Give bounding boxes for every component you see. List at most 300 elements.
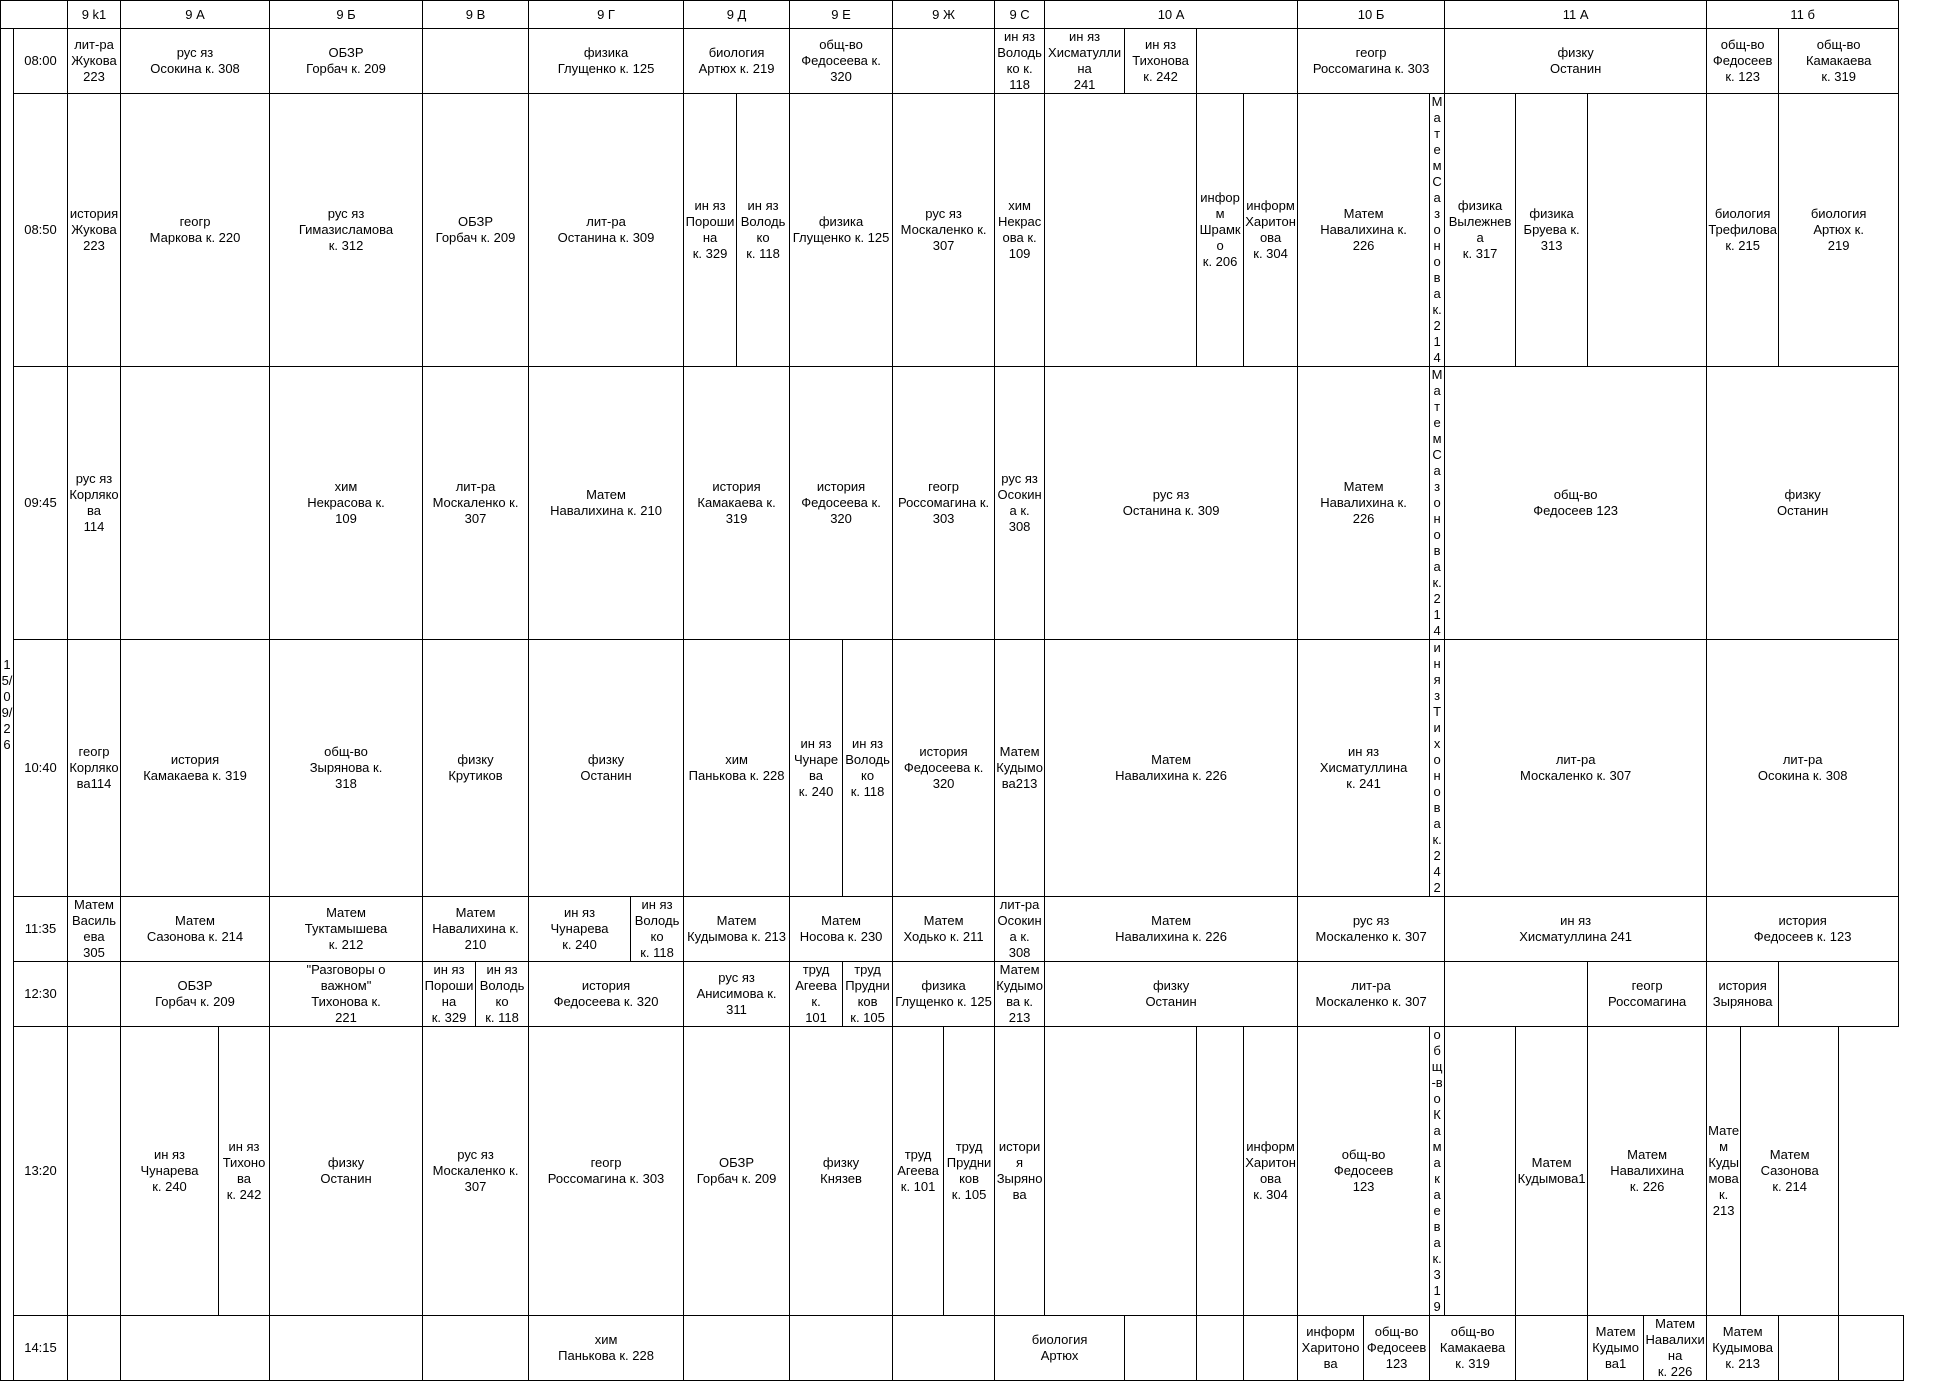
- lesson-cell: [1779, 1316, 1839, 1381]
- lesson-line: к. 105: [951, 1187, 987, 1202]
- lesson-cell: [1707, 897, 1899, 962]
- lesson-line: важном": [320, 978, 372, 993]
- lesson-line: Навалихина к. 226: [1115, 929, 1227, 944]
- lesson-line: ин яз: [852, 736, 884, 751]
- lesson-line: рус яз: [457, 1147, 494, 1162]
- lesson-line: биология: [708, 45, 765, 60]
- lesson-line: к. 123: [1725, 69, 1760, 84]
- lesson-line: Володько: [740, 214, 786, 245]
- lesson-line: Федосеева к. 320: [903, 760, 984, 791]
- lesson-cell: [1707, 29, 1779, 94]
- lesson-cell: [68, 367, 121, 640]
- lesson-line: к. 319: [1432, 1251, 1442, 1314]
- time-row: [1, 94, 1957, 367]
- lesson-line: Васильева: [71, 913, 117, 944]
- lesson-line: Панькова к. 228: [558, 1348, 654, 1363]
- time-cell: 12:30: [14, 962, 68, 1027]
- lesson-line: Порошина: [685, 214, 735, 245]
- class-header: 9 Б: [270, 1, 423, 29]
- lesson-cell: [529, 94, 684, 367]
- lesson-cell: [121, 367, 270, 640]
- lesson-cell: [1045, 29, 1125, 94]
- lesson-line: Панькова к. 228: [688, 768, 785, 783]
- lesson-line: ин яз: [747, 198, 779, 213]
- lesson-cell: [68, 897, 121, 962]
- time-cell: 11:35: [14, 897, 68, 962]
- lesson-line: ин яз: [1069, 29, 1101, 44]
- lesson-cell: [1445, 640, 1707, 897]
- lesson-line: Тихонова к.: [311, 994, 381, 1009]
- lesson-line: физку: [327, 1155, 365, 1170]
- lesson-line: 313: [1540, 238, 1563, 253]
- lesson-line: к. 241: [1346, 776, 1381, 791]
- lesson-line: Останин: [1549, 61, 1602, 76]
- time-cell: 09:45: [14, 367, 68, 640]
- lesson-line: геогр: [179, 214, 211, 229]
- time-row: [1, 29, 1957, 94]
- lesson-line: физку: [1784, 487, 1821, 502]
- lesson-line: Жукова 223: [71, 222, 117, 253]
- lesson-line: физку: [587, 752, 625, 767]
- lesson-line: Некрасова к.: [307, 495, 385, 510]
- lesson-cell: [1588, 962, 1707, 1027]
- lesson-line: Навалихина к. 210: [550, 503, 662, 518]
- lesson-line: рус яз: [176, 45, 214, 60]
- lesson-line: ин яз: [694, 198, 726, 213]
- lesson-cell: [684, 640, 790, 897]
- lesson-cell: [1298, 367, 1430, 640]
- lesson-line: труд: [802, 962, 830, 977]
- lesson-line: к. 226: [1629, 1179, 1665, 1194]
- lesson-cell: [1839, 1316, 1904, 1381]
- lesson-line: к. 101: [900, 1179, 936, 1194]
- lesson-line: Останин: [1145, 994, 1197, 1009]
- lesson-line: Глущенко к. 125: [792, 230, 890, 245]
- lesson-line: Федосеев: [1333, 1163, 1394, 1178]
- lesson-cell: [1445, 29, 1707, 94]
- lesson-line: история: [919, 744, 968, 759]
- lesson-line: история: [69, 206, 119, 221]
- lesson-cell: [684, 1027, 790, 1316]
- lesson-line: к. 304: [1253, 1187, 1288, 1202]
- lesson-cell: [1588, 94, 1707, 367]
- lesson-cell: [843, 640, 893, 897]
- lesson-line: ин яз: [153, 1147, 186, 1162]
- lesson-cell: [893, 367, 995, 640]
- lesson-cell: [995, 640, 1045, 897]
- lesson-line: Горбач к. 209: [696, 1171, 777, 1186]
- lesson-cell: [270, 94, 423, 367]
- lesson-line: информ: [1246, 1139, 1295, 1154]
- lesson-cell: [1430, 367, 1445, 640]
- lesson-cell: [1707, 1027, 1741, 1316]
- lesson-line: 308: [1008, 519, 1031, 534]
- lesson-line: рус яз: [925, 206, 962, 221]
- lesson-line: Вылежнева: [1448, 214, 1512, 245]
- lesson-cell: [1045, 962, 1298, 1027]
- lesson-cell: [270, 640, 423, 897]
- lesson-line: к. 214: [1432, 575, 1442, 638]
- lesson-line: физика: [818, 214, 864, 229]
- lesson-line: Володько к.: [997, 45, 1042, 76]
- lesson-line: геогр: [78, 744, 110, 759]
- lesson-line: Москаленко к. 307: [1315, 994, 1427, 1009]
- lesson-line: информ: [1306, 1324, 1355, 1339]
- lesson-cell: [1644, 1316, 1707, 1381]
- lesson-line: хим: [725, 752, 748, 767]
- lesson-line: Матем: [999, 744, 1040, 759]
- lesson-line: Матем: [1431, 367, 1443, 446]
- lesson-line: к. 329: [431, 1010, 467, 1025]
- lesson-line: Тихонова: [1132, 53, 1189, 68]
- lesson-line: Крутиков: [448, 768, 503, 783]
- time-row: [1, 962, 1957, 1027]
- lesson-line: 307: [932, 238, 955, 253]
- lesson-line: физика: [921, 978, 966, 993]
- lesson-cell: [1430, 640, 1445, 897]
- lesson-line: Гимазисламова: [298, 222, 394, 237]
- lesson-line: Матем: [1708, 1123, 1740, 1154]
- lesson-line: физика: [1529, 206, 1574, 221]
- lesson-cell: [121, 1316, 270, 1381]
- lesson-line: ОБЗР: [458, 214, 494, 229]
- lesson-line: к. 206: [1202, 254, 1238, 269]
- lesson-line: к. 213: [1712, 1187, 1735, 1218]
- lesson-line: Тихонова: [222, 1155, 266, 1186]
- lesson-line: ин яз: [800, 736, 832, 751]
- lesson-line: ОБЗР: [177, 978, 213, 993]
- time-cell: 13:20: [14, 1027, 68, 1316]
- lesson-cell: [995, 94, 1045, 367]
- lesson-line: Матем: [1151, 913, 1192, 928]
- lesson-cell: [1707, 1316, 1779, 1381]
- lesson-cell: [995, 29, 1045, 94]
- lesson-line: Матем: [1343, 206, 1384, 221]
- lesson-cell: [1197, 1316, 1244, 1381]
- lesson-cell: [121, 29, 270, 94]
- class-header: 9 Ж: [893, 1, 995, 29]
- lesson-cell: [529, 367, 684, 640]
- lesson-cell: [1445, 962, 1588, 1027]
- lesson-line: Матем: [1595, 1324, 1636, 1339]
- lesson-line: 219: [1827, 238, 1850, 253]
- lesson-line: рус яз: [327, 206, 365, 221]
- lesson-cell: [684, 29, 790, 94]
- lesson-cell: [790, 29, 893, 94]
- lesson-cell: [893, 640, 995, 897]
- lesson-cell: [790, 640, 843, 897]
- lesson-line: Володько: [845, 752, 890, 783]
- lesson-line: 241: [1073, 77, 1096, 92]
- lesson-line: Сазонова: [1760, 1163, 1819, 1178]
- lesson-cell: [423, 962, 476, 1027]
- lesson-cell: [1298, 962, 1445, 1027]
- lesson-line: ин яз: [1004, 29, 1036, 44]
- lesson-line: Осокина к. 308: [150, 61, 240, 76]
- lesson-line: 213: [1008, 1010, 1031, 1025]
- lesson-line: Останин: [320, 1171, 372, 1186]
- lesson-line: к. 212: [328, 937, 364, 952]
- lesson-cell: [944, 1027, 995, 1316]
- lesson-cell: [1125, 29, 1197, 94]
- lesson-cell: [121, 94, 270, 367]
- class-header: 9 Г: [529, 1, 684, 29]
- time-row: [1, 897, 1957, 962]
- lesson-line: Князев: [820, 1171, 862, 1186]
- lesson-line: ОБЗР: [328, 45, 364, 60]
- lesson-line: Глущенко к. 125: [557, 61, 655, 76]
- lesson-cell: [1298, 29, 1445, 94]
- lesson-cell: [1298, 640, 1430, 897]
- lesson-line: Носова к. 230: [799, 929, 883, 944]
- lesson-line: Некрасова к.: [997, 214, 1042, 245]
- class-header: 10 А: [1045, 1, 1298, 29]
- lesson-line: Сазонова: [1432, 447, 1442, 574]
- lesson-cell: [529, 1316, 684, 1381]
- lesson-line: Хисматуллина 241: [1519, 929, 1633, 944]
- lesson-line: Горбач к. 209: [306, 61, 386, 76]
- lesson-line: к. 213: [1725, 1356, 1760, 1371]
- lesson-line: хим: [1008, 198, 1031, 213]
- lesson-line: ин яз: [1348, 744, 1380, 759]
- lesson-cell: [631, 897, 684, 962]
- lesson-line: лит-ра: [586, 214, 626, 229]
- lesson-line: общ-во: [1374, 1324, 1419, 1339]
- lesson-line: общ-во: [1431, 1027, 1443, 1106]
- lesson-cell: [121, 1027, 219, 1316]
- lesson-line: Москаленко к. 307: [432, 495, 519, 526]
- lesson-line: Матем: [455, 905, 496, 920]
- lesson-line: Федосеев к. 123: [1753, 929, 1852, 944]
- lesson-line: история: [1718, 978, 1767, 993]
- lesson-line: Матем: [999, 962, 1040, 977]
- lesson-cell: [423, 367, 529, 640]
- lesson-line: труд: [904, 1147, 932, 1162]
- lesson-line: Осокина к.: [997, 487, 1042, 518]
- lesson-line: Бруева к.: [1523, 222, 1580, 237]
- lesson-line: Прудников: [946, 1155, 992, 1186]
- lesson-line: к. 105: [850, 1010, 885, 1025]
- lesson-line: Володько: [479, 978, 525, 1009]
- lesson-line: Камакаева: [1439, 1340, 1506, 1355]
- lesson-cell: [1445, 367, 1707, 640]
- class-header: 10 Б: [1298, 1, 1445, 29]
- lesson-cell: [1707, 962, 1779, 1027]
- lesson-line: Маркова к. 220: [149, 230, 241, 245]
- lesson-cell: [843, 962, 893, 1027]
- lesson-line: Матем: [821, 913, 861, 928]
- lesson-line: 109: [335, 511, 357, 526]
- lesson-line: общ-во: [1450, 1324, 1495, 1339]
- lesson-line: биология: [1031, 1332, 1088, 1347]
- lesson-cell: [995, 1316, 1125, 1381]
- lesson-line: Федосеев: [1712, 53, 1773, 68]
- lesson-line: Федосеева к. 320: [801, 495, 881, 526]
- class-header: 9 С: [995, 1, 1045, 29]
- time-row: [1, 1027, 1957, 1316]
- lesson-cell: [270, 1027, 423, 1316]
- lesson-line: Жукова 223: [71, 53, 117, 84]
- time-row: [1, 640, 1957, 897]
- lesson-line: к. 214: [1772, 1179, 1807, 1194]
- lesson-line: к. 118: [746, 246, 780, 261]
- lesson-cell: [995, 962, 1045, 1027]
- lesson-line: Останин: [580, 768, 632, 783]
- lesson-line: Останина к. 309: [557, 230, 655, 245]
- class-header: 11 А: [1445, 1, 1707, 29]
- lesson-cell: [1045, 640, 1298, 897]
- lesson-line: ин яз: [1560, 913, 1592, 928]
- lesson-line: к. 242: [1432, 832, 1442, 895]
- lesson-line: Матем: [716, 913, 757, 928]
- lesson-line: 318: [335, 776, 357, 791]
- lesson-line: Матем: [1627, 1147, 1668, 1162]
- lesson-line: Матем: [1343, 479, 1384, 494]
- lesson-cell: [684, 962, 790, 1027]
- lesson-line: Навалихина к. 226: [1115, 768, 1227, 783]
- lesson-cell: [270, 1316, 423, 1381]
- lesson-line: к. 240: [152, 1179, 187, 1194]
- lesson-line: лит-ра: [1782, 752, 1823, 767]
- lesson-line: 303: [932, 511, 955, 526]
- lesson-line: Навалихина к.: [1320, 495, 1407, 510]
- lesson-line: Артюх: [1040, 1348, 1079, 1363]
- lesson-cell: [893, 962, 995, 1027]
- lesson-line: Прудников: [845, 978, 890, 1009]
- lesson-cell: [1244, 94, 1298, 367]
- lesson-line: 123: [1352, 1179, 1375, 1194]
- lesson-line: ОБЗР: [719, 1155, 755, 1170]
- lesson-cell: [529, 897, 631, 962]
- lesson-line: общ-во: [1720, 37, 1765, 52]
- lesson-line: ин яз: [1145, 37, 1177, 52]
- lesson-line: биология: [1714, 206, 1771, 221]
- lesson-line: Москаленко к. 307: [1315, 929, 1427, 944]
- lesson-cell: [684, 1316, 790, 1381]
- lesson-line: физку: [1557, 45, 1594, 60]
- lesson-cell: [121, 640, 270, 897]
- lesson-line: Навалихина: [1610, 1163, 1684, 1178]
- lesson-line: рус яз: [1001, 471, 1038, 486]
- lesson-line: общ-во: [1553, 487, 1598, 502]
- lesson-line: труд: [854, 962, 881, 977]
- lesson-cell: [1516, 1027, 1588, 1316]
- lesson-line: рус яз: [75, 471, 113, 486]
- lesson-cell: [790, 897, 893, 962]
- lesson-line: Матем: [923, 913, 964, 928]
- lesson-line: физку: [822, 1155, 860, 1170]
- lesson-cell: [995, 367, 1045, 640]
- lesson-line: геогр: [928, 479, 960, 494]
- lesson-cell: [1298, 897, 1445, 962]
- lesson-cell: [1516, 94, 1588, 367]
- lesson-line: Навалихина к.: [1320, 222, 1407, 237]
- lesson-cell: [423, 640, 529, 897]
- lesson-line: Федосеева к. 320: [553, 994, 659, 1009]
- lesson-line: история: [1778, 913, 1827, 928]
- lesson-line: Матем: [175, 913, 215, 928]
- lesson-line: Россомагина: [1607, 994, 1687, 1009]
- lesson-line: к. 118: [640, 945, 674, 960]
- lesson-line: Агеева к.: [795, 978, 837, 1009]
- lesson-line: Артюх к.: [1813, 222, 1864, 237]
- lesson-line: хим: [334, 479, 358, 494]
- lesson-line: Чунарева: [794, 752, 839, 783]
- lesson-line: Харитонова: [1245, 1155, 1296, 1186]
- lesson-line: Останина к. 309: [1122, 503, 1220, 518]
- lesson-line: Харитонова: [1301, 1340, 1360, 1371]
- lesson-cell: [529, 962, 684, 1027]
- lesson-line: Зырянова: [996, 1171, 1043, 1202]
- lesson-line: общ-во: [819, 37, 863, 52]
- lesson-line: к. 118: [850, 784, 885, 799]
- lesson-cell: [1244, 1027, 1298, 1316]
- lesson-line: Кудымова к.: [996, 978, 1043, 1009]
- lesson-line: Матем: [1769, 1147, 1810, 1162]
- lesson-cell: [893, 897, 995, 962]
- lesson-line: Камакаева: [1432, 1107, 1442, 1250]
- lesson-line: 308: [1008, 945, 1031, 960]
- lesson-line: информ: [1200, 190, 1240, 221]
- lesson-line: Москаленко к.: [900, 222, 987, 237]
- lesson-cell: [423, 29, 529, 94]
- lesson-line: Матем: [1655, 1316, 1696, 1331]
- lesson-line: Горбач к. 209: [155, 994, 235, 1009]
- lesson-line: Артюх к. 219: [698, 61, 775, 76]
- time-cell: 10:40: [14, 640, 68, 897]
- lesson-line: история: [998, 1139, 1041, 1170]
- lesson-line: 118: [1009, 77, 1030, 92]
- lesson-cell: [893, 1027, 944, 1316]
- lesson-line: 123: [1385, 1356, 1408, 1371]
- lesson-line: Россомагина к. 303: [1312, 61, 1430, 76]
- header-row: [1, 1, 1957, 29]
- lesson-cell: [423, 897, 529, 962]
- lesson-line: Горбач к. 209: [435, 230, 516, 245]
- lesson-line: к. 317: [1462, 246, 1498, 261]
- lesson-cell: [995, 897, 1045, 962]
- lesson-line: "Разговоры о: [306, 962, 386, 977]
- lesson-line: геогр: [1631, 978, 1663, 993]
- lesson-line: Матем: [1431, 94, 1443, 173]
- lesson-cell: [1045, 367, 1298, 640]
- lesson-line: к. 226: [1657, 1364, 1693, 1379]
- lesson-cell: [529, 1027, 684, 1316]
- lesson-cell: [1707, 367, 1899, 640]
- lesson-line: Хисматуллина: [1319, 760, 1408, 775]
- lesson-line: к. 242: [1143, 69, 1178, 84]
- lesson-cell: [893, 1316, 995, 1381]
- time-cell: 14:15: [14, 1316, 68, 1381]
- lesson-cell: [790, 367, 893, 640]
- lesson-line: Федосеев: [1366, 1340, 1427, 1355]
- lesson-cell: [68, 1027, 121, 1316]
- lesson-cell: [68, 29, 121, 94]
- lesson-line: история: [581, 978, 631, 993]
- lesson-line: Матем: [586, 487, 626, 502]
- lesson-line: Матем: [1531, 1155, 1572, 1170]
- lesson-line: Харитонова: [1245, 214, 1296, 245]
- lesson-cell: [1430, 1316, 1516, 1381]
- lesson-line: Осокина к. 308: [1757, 768, 1848, 783]
- lesson-cell: [684, 94, 737, 367]
- lesson-line: Россомагина к.: [897, 495, 990, 510]
- lesson-cell: [1516, 1316, 1588, 1381]
- lesson-cell: [684, 897, 790, 962]
- lesson-line: Зырянова к.: [309, 760, 383, 775]
- lesson-line: Федосеев 123: [1533, 503, 1619, 518]
- lesson-line: Москаленко к. 307: [432, 1163, 519, 1194]
